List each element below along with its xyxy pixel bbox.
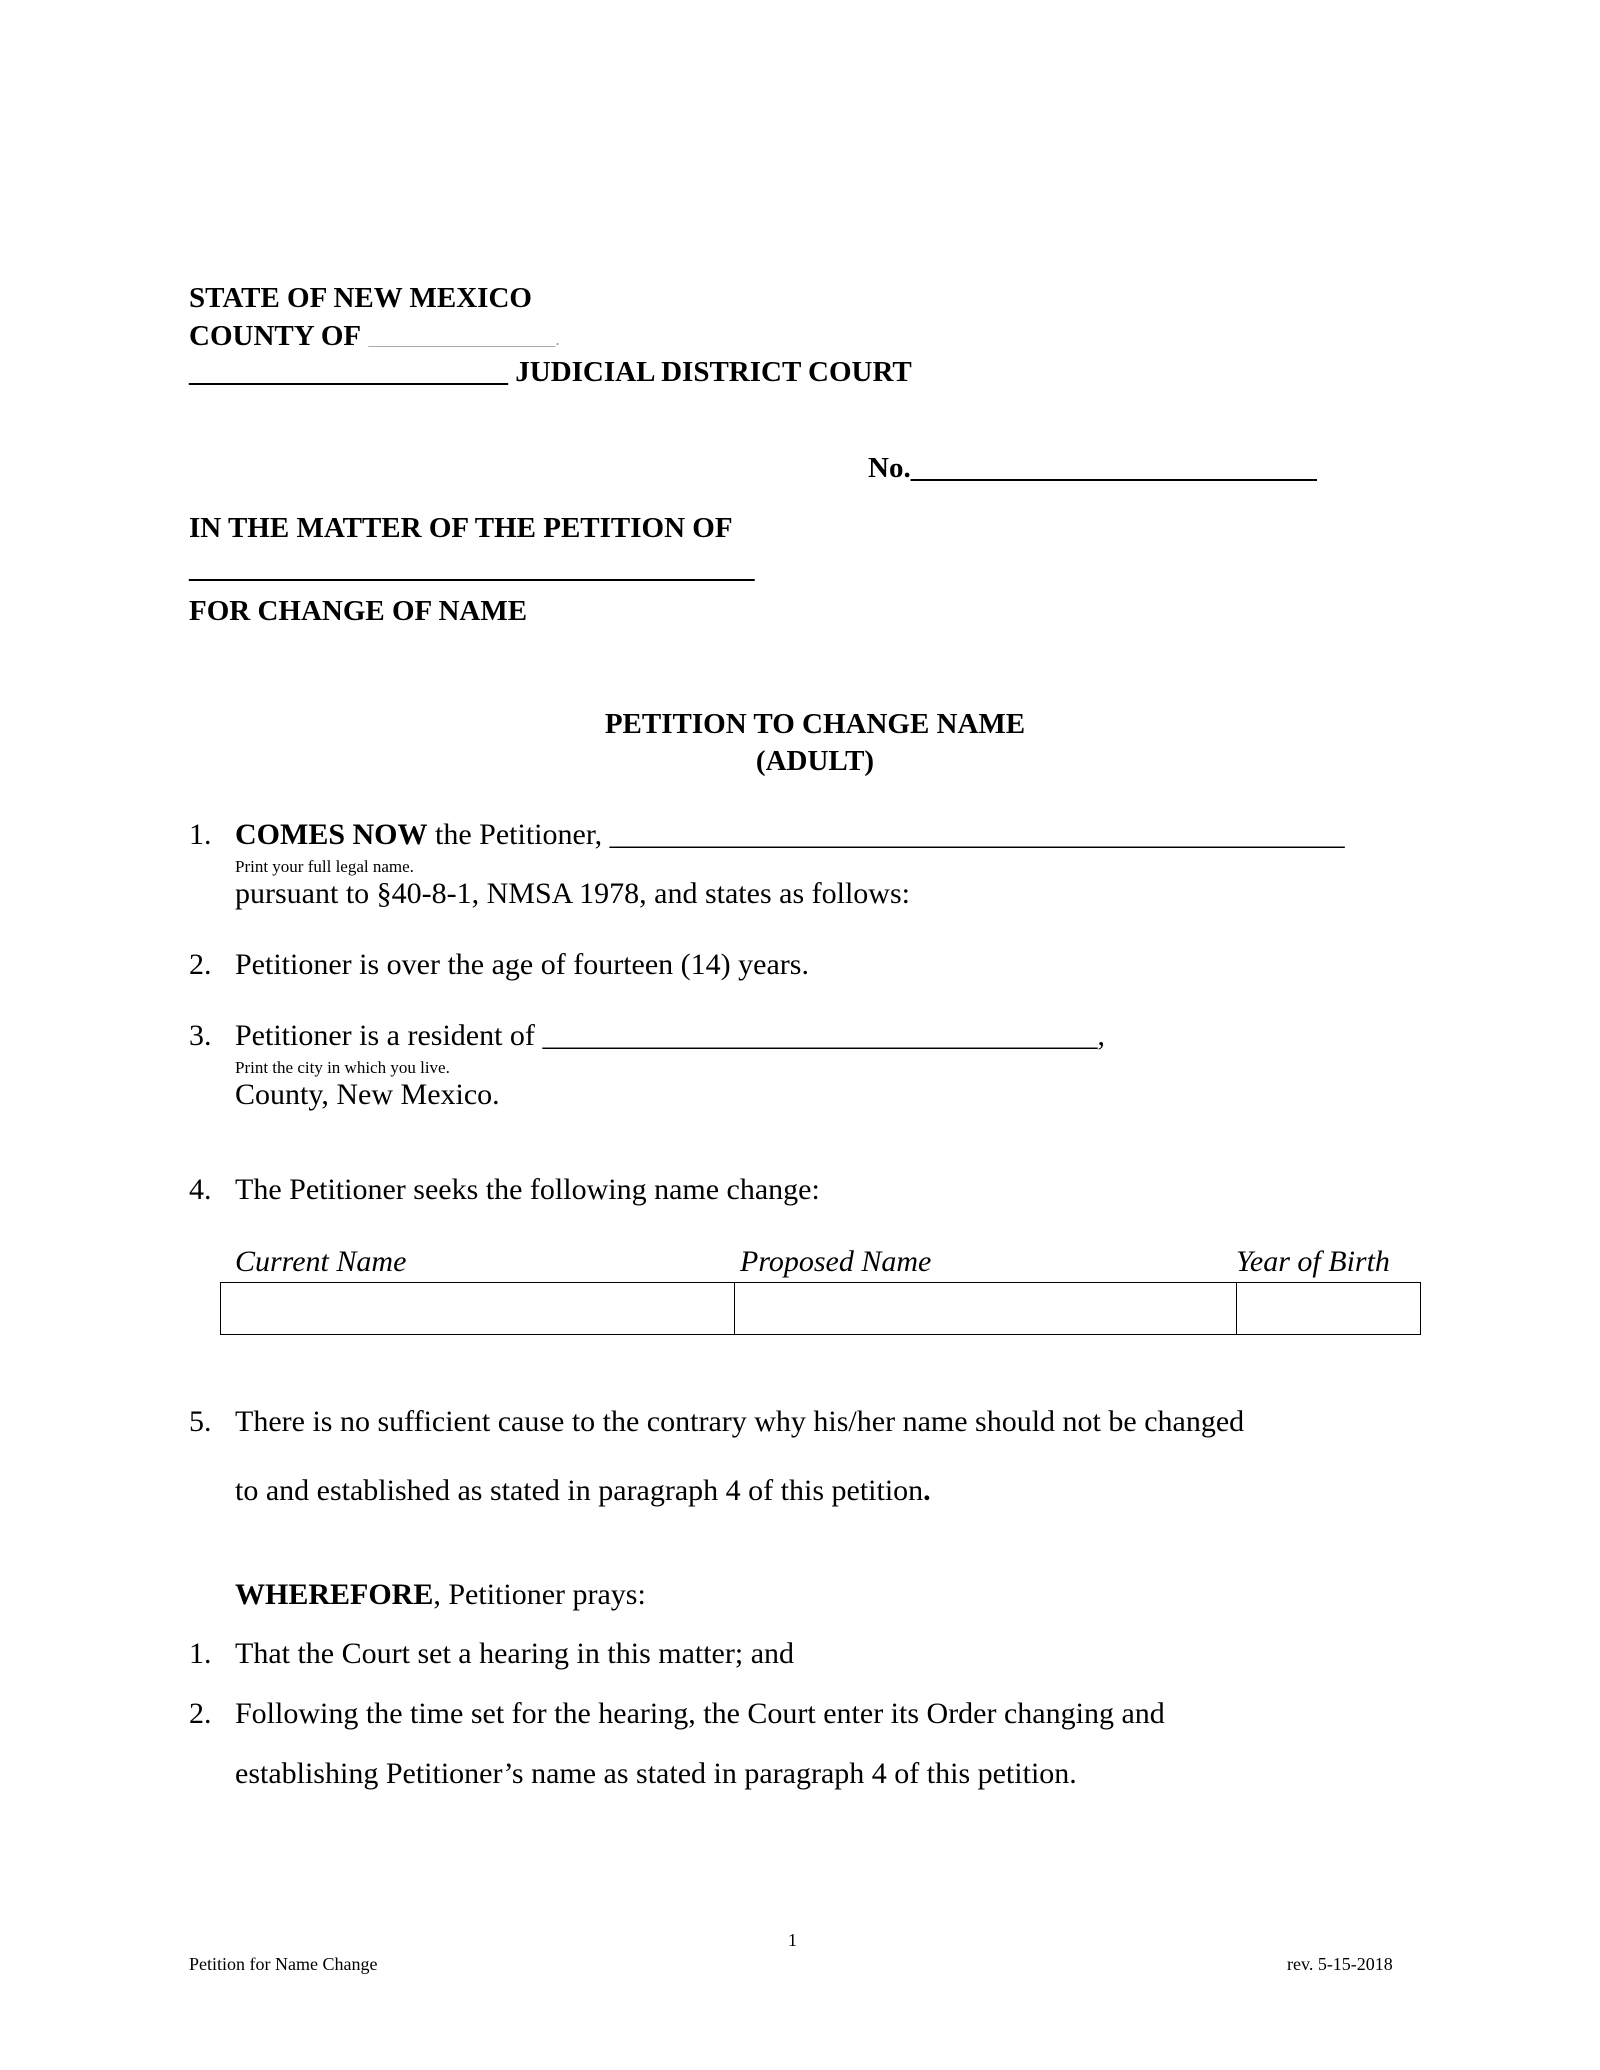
item-5-line-1: There is no sufficient cause to the contrary why his/her name should not be changed <box>235 1405 1245 1438</box>
petitioner-name-blank[interactable]: _______________________________________ <box>189 552 755 584</box>
prayer-1-number: 1. <box>189 1637 212 1670</box>
footer-revision: rev. 5-15-2018 <box>1287 1954 1393 1974</box>
prayer-2-line-1: Following the time set for the hearing, the Court enter its Order changing and <box>235 1697 1165 1730</box>
comes-now-bold: COMES NOW <box>235 818 428 851</box>
proposed-name-cell[interactable] <box>734 1283 1236 1334</box>
court-line <box>189 356 912 389</box>
court-blank[interactable]: ______________________ <box>189 356 508 388</box>
item-4-text: The Petitioner seeks the following name change: <box>235 1173 820 1206</box>
item-5-line-2: to and established as stated in paragraph 4 of this petition. <box>235 1474 931 1507</box>
item-4-number: 4. <box>189 1173 212 1206</box>
prayer-2-line-2: establishing Petitioner’s name as stated in paragraph 4 of this petition. <box>235 1757 1077 1790</box>
petition-title: PETITION TO CHANGE NAME <box>604 708 1026 740</box>
prayer-1-text: That the Court set a hearing in this matter; and <box>235 1637 795 1670</box>
item-3-text: Petitioner is a resident of _____________________________________, <box>235 1019 1105 1052</box>
item-3-number: 3. <box>189 1019 212 1052</box>
proposed-name-header: Proposed Name <box>740 1245 932 1278</box>
item-2-number: 2. <box>189 948 212 981</box>
item-1-number: 1. <box>189 818 212 851</box>
county-line <box>189 320 560 353</box>
full-name-hint: Print your full legal name. <box>235 857 414 876</box>
county-label: COUNTY OF <box>189 320 362 352</box>
case-number[interactable]: No.____________________________ <box>868 452 1317 484</box>
footer-form-name: Petition for Name Change <box>189 1954 378 1974</box>
item-5-number: 5. <box>189 1405 212 1438</box>
petition-subtitle: (ADULT) <box>755 745 875 777</box>
item-1-continuation: pursuant to §40-8-1, NMSA 1978, and states as follows: <box>235 877 910 910</box>
item-2-text: Petitioner is over the age of fourteen (14) years. <box>235 948 809 981</box>
year-of-birth-cell[interactable] <box>1236 1283 1420 1334</box>
item-3-continuation: County, New Mexico. <box>235 1078 500 1111</box>
city-blank[interactable]: _____________________________________, <box>542 1019 1105 1052</box>
item-1-text: COMES NOW the Petitioner, _________________________________________________ <box>235 818 1345 851</box>
prayer-2-number: 2. <box>189 1697 212 1730</box>
change-of-name-heading: FOR CHANGE OF NAME <box>189 595 528 627</box>
wherefore-bold: WHEREFORE <box>235 1578 434 1611</box>
page-number: 1 <box>788 1930 797 1950</box>
city-hint: Print the city in which you live. <box>235 1058 450 1077</box>
name-change-table <box>220 1282 1421 1335</box>
current-name-header: Current Name <box>235 1245 407 1278</box>
year-of-birth-header: Year of Birth <box>1236 1245 1390 1278</box>
county-blank[interactable]: ______________________. <box>368 330 560 349</box>
state-heading: STATE OF NEW MEXICO <box>189 282 532 314</box>
full-legal-name-blank[interactable]: _________________________________________________ <box>609 818 1345 851</box>
matter-heading: IN THE MATTER OF THE PETITION OF <box>189 512 733 544</box>
court-label: JUDICIAL DISTRICT COURT <box>515 356 912 388</box>
wherefore-line: WHEREFORE, Petitioner prays: <box>235 1578 646 1611</box>
current-name-cell[interactable] <box>221 1283 734 1334</box>
